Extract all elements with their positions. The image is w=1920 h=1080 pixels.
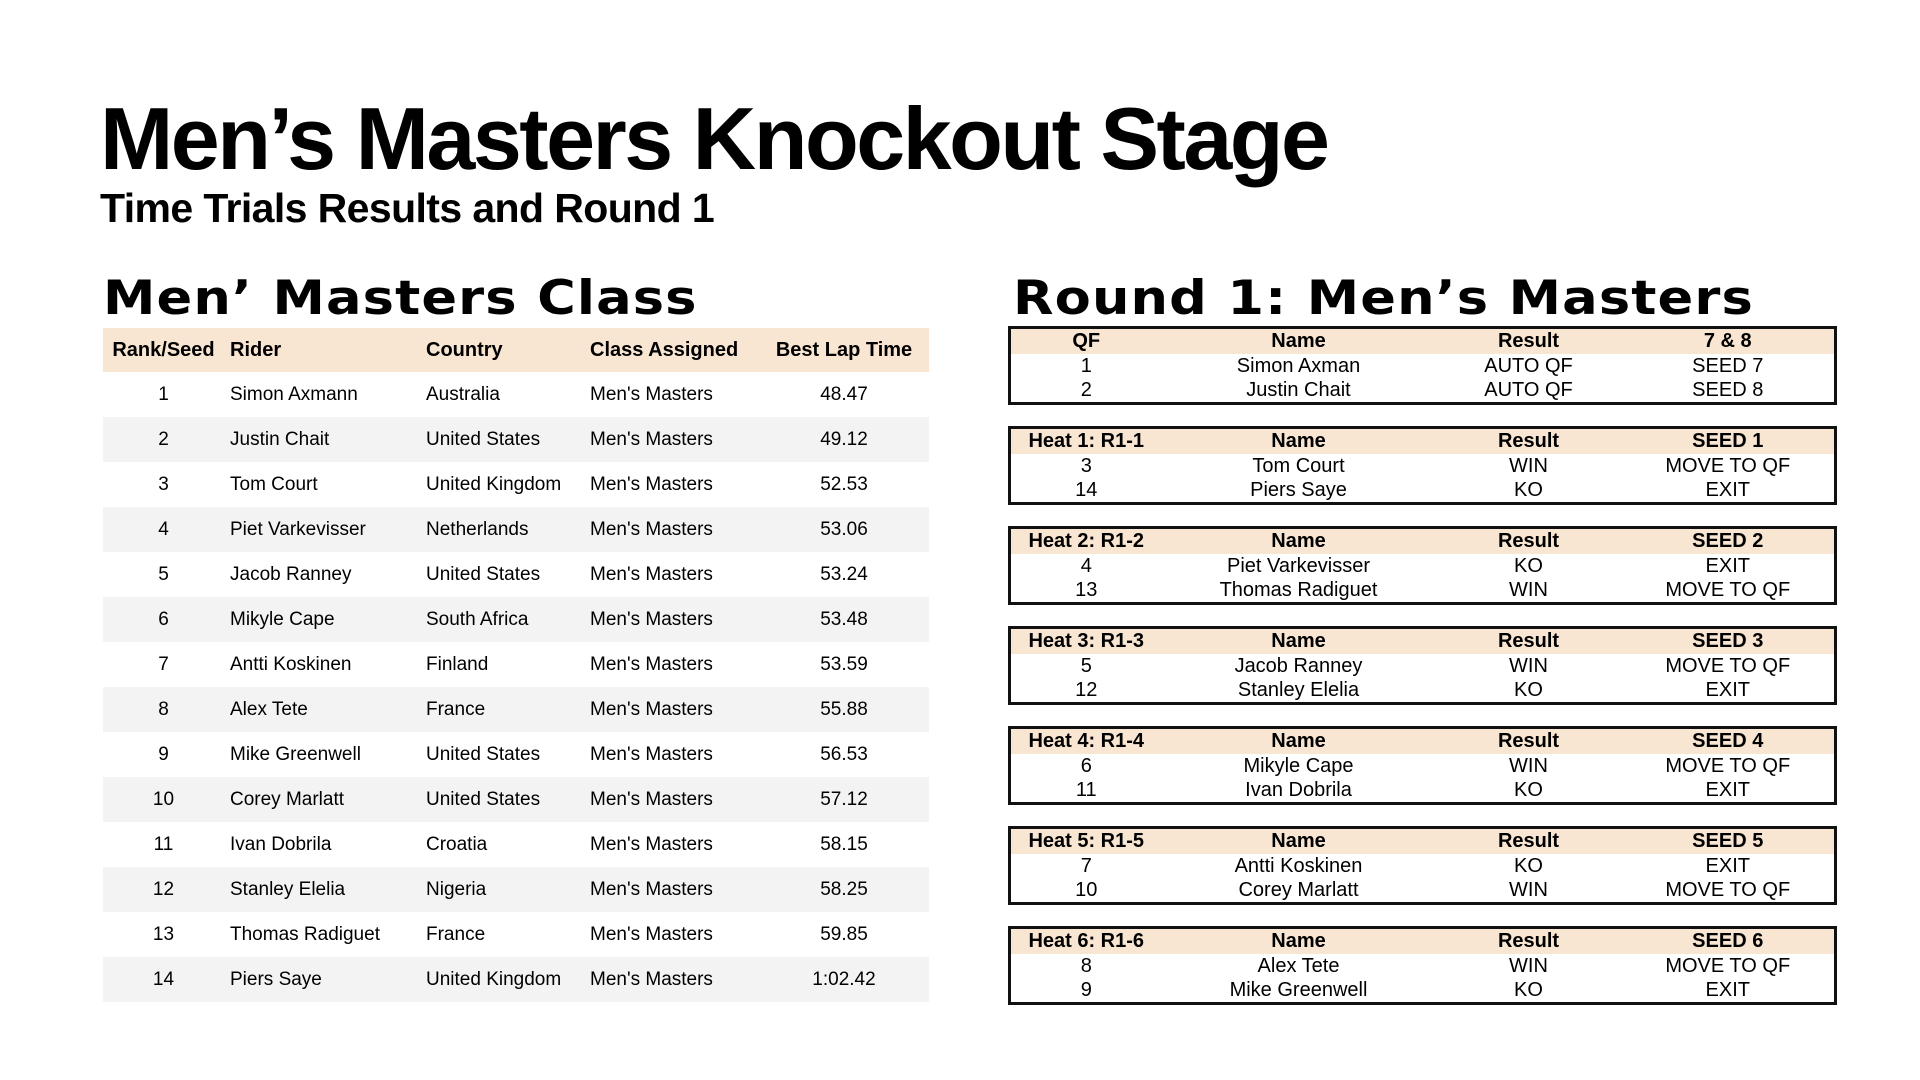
result-header: Result xyxy=(1436,328,1622,355)
seed-number-cell: 10 xyxy=(1010,878,1162,904)
class-cell: Men's Masters xyxy=(590,743,713,765)
heat-label: Heat 4: R1-4 xyxy=(1010,728,1162,755)
name-header: Name xyxy=(1162,728,1436,755)
class-cell: Men's Masters xyxy=(590,473,713,495)
rider-name-cell: Piet Varkevisser xyxy=(1162,554,1436,578)
class-cell: Men's Masters xyxy=(584,507,759,552)
heat-table xyxy=(1008,626,1837,705)
outcome-cell: EXIT xyxy=(1622,854,1836,878)
rider-name-cell: Corey Marlatt xyxy=(1162,878,1436,904)
table-row xyxy=(103,417,929,462)
rank-cell: 3 xyxy=(158,473,169,495)
rank-cell: 4 xyxy=(103,507,224,552)
seed-header: SEED 3 xyxy=(1622,628,1836,655)
heat-table xyxy=(1008,726,1837,805)
outcome-cell: EXIT xyxy=(1622,678,1836,704)
heat-row xyxy=(1010,678,1836,704)
column-header-country: Country xyxy=(420,328,584,372)
class-cell: Men's Masters xyxy=(584,417,759,462)
lap-time-cell: 56.53 xyxy=(820,743,868,765)
heat-table xyxy=(1008,926,1837,1005)
lap-time-cell: 53.06 xyxy=(759,507,929,552)
outcome-cell: SEED 7 xyxy=(1622,354,1836,378)
outcome-cell: MOVE TO QF xyxy=(1622,754,1836,778)
name-header: Name xyxy=(1162,828,1436,855)
result-cell: WIN xyxy=(1436,954,1622,978)
column-header-lap-time: Best Lap Time xyxy=(759,328,929,372)
table-row xyxy=(103,597,929,642)
heat-row xyxy=(1010,578,1836,604)
rank-cell: 10 xyxy=(103,777,224,822)
rider-cell: Piet Varkevisser xyxy=(224,507,420,552)
rider-cell: Thomas Radiguet xyxy=(230,923,380,945)
result-cell: KO xyxy=(1436,478,1622,504)
heat-row xyxy=(1010,954,1836,978)
result-cell: AUTO QF xyxy=(1436,378,1622,404)
rider-name-cell: Mike Greenwell xyxy=(1162,978,1436,1004)
seed-number-cell: 1 xyxy=(1010,354,1162,378)
lap-time-cell: 53.24 xyxy=(820,563,868,585)
page-title: Men’s Masters Knockout Stage xyxy=(100,89,1328,188)
seed-header: SEED 1 xyxy=(1622,428,1836,455)
rider-name-cell: Antti Koskinen xyxy=(1162,854,1436,878)
column-header-class: Class Assigned xyxy=(584,328,759,372)
heat-table xyxy=(1008,826,1837,905)
heat-header-row xyxy=(1010,428,1836,455)
seed-number-cell: 12 xyxy=(1010,678,1162,704)
rider-name-cell: Stanley Elelia xyxy=(1162,678,1436,704)
seed-header: 7 & 8 xyxy=(1622,328,1836,355)
rider-name-cell: Alex Tete xyxy=(1162,954,1436,978)
lap-time-cell: 53.48 xyxy=(759,597,929,642)
rank-cell: 5 xyxy=(158,563,169,585)
column-header-rank: Rank/Seed xyxy=(103,328,224,372)
rider-cell: Tom Court xyxy=(230,473,318,495)
class-cell: Men's Masters xyxy=(590,923,713,945)
rider-name-cell: Tom Court xyxy=(1162,454,1436,478)
seed-number-cell: 8 xyxy=(1010,954,1162,978)
heat-table xyxy=(1008,526,1837,605)
heat-label: QF xyxy=(1010,328,1162,355)
table-row xyxy=(103,867,929,912)
heat-label: Heat 6: R1-6 xyxy=(1010,928,1162,955)
result-cell: AUTO QF xyxy=(1436,354,1622,378)
heats-container xyxy=(1008,326,1834,1026)
name-header: Name xyxy=(1162,528,1436,555)
rider-name-cell: Thomas Radiguet xyxy=(1162,578,1436,604)
time-trial-results-table xyxy=(103,328,929,1002)
table-row xyxy=(103,822,929,867)
outcome-cell: MOVE TO QF xyxy=(1622,878,1836,904)
heat-row xyxy=(1010,854,1836,878)
rider-name-cell: Ivan Dobrila xyxy=(1162,778,1436,804)
seed-number-cell: 14 xyxy=(1010,478,1162,504)
class-cell: Men's Masters xyxy=(584,867,759,912)
lap-time-cell: 1:02.42 xyxy=(759,957,929,1002)
rider-cell: Corey Marlatt xyxy=(224,777,420,822)
class-cell: Men's Masters xyxy=(584,687,759,732)
seed-header: SEED 6 xyxy=(1622,928,1836,955)
outcome-cell: MOVE TO QF xyxy=(1622,578,1836,604)
table-row xyxy=(103,372,929,417)
rank-cell: 1 xyxy=(158,383,169,405)
result-cell: WIN xyxy=(1436,578,1622,604)
country-cell: Croatia xyxy=(426,833,488,855)
class-cell: Men's Masters xyxy=(590,653,713,675)
seed-header: SEED 2 xyxy=(1622,528,1836,555)
country-cell: United States xyxy=(426,563,541,585)
result-header: Result xyxy=(1436,628,1622,655)
country-cell: United States xyxy=(420,417,584,462)
heat-header-row xyxy=(1010,328,1836,355)
auto-qf-table xyxy=(1008,326,1837,405)
rider-name-cell: Piers Saye xyxy=(1162,478,1436,504)
heat-header-row xyxy=(1010,728,1836,755)
table-row xyxy=(103,777,929,822)
outcome-cell: MOVE TO QF xyxy=(1622,454,1836,478)
heat-label: Heat 5: R1-5 xyxy=(1010,828,1162,855)
outcome-cell: EXIT xyxy=(1622,978,1836,1004)
country-cell: Finland xyxy=(426,653,489,675)
page-subtitle: Time Trials Results and Round 1 xyxy=(100,185,715,231)
heat-label: Heat 2: R1-2 xyxy=(1010,528,1162,555)
rank-cell: 2 xyxy=(103,417,224,462)
seed-number-cell: 9 xyxy=(1010,978,1162,1004)
heat-label: Heat 1: R1-1 xyxy=(1010,428,1162,455)
rank-cell: 11 xyxy=(153,833,174,855)
rider-cell: Alex Tete xyxy=(224,687,420,732)
seed-number-cell: 4 xyxy=(1010,554,1162,578)
table-row xyxy=(103,732,929,777)
rider-cell: Stanley Elelia xyxy=(224,867,420,912)
column-header-rider: Rider xyxy=(224,328,420,372)
rider-cell: Antti Koskinen xyxy=(230,653,352,675)
seed-number-cell: 5 xyxy=(1010,654,1162,678)
class-cell: Men's Masters xyxy=(584,957,759,1002)
rider-cell: Justin Chait xyxy=(224,417,420,462)
name-header: Name xyxy=(1162,428,1436,455)
lap-time-cell: 53.59 xyxy=(820,653,868,675)
result-cell: WIN xyxy=(1436,878,1622,904)
heat-table xyxy=(1008,426,1837,505)
lap-time-cell: 59.85 xyxy=(820,923,868,945)
table-row xyxy=(103,642,929,687)
country-cell: United Kingdom xyxy=(420,957,584,1002)
table-row xyxy=(103,552,929,597)
results-header-row xyxy=(103,328,929,372)
rank-cell: 9 xyxy=(158,743,169,765)
rider-name-cell: Mikyle Cape xyxy=(1162,754,1436,778)
country-cell: France xyxy=(420,687,584,732)
seed-header: SEED 4 xyxy=(1622,728,1836,755)
result-cell: KO xyxy=(1436,854,1622,878)
country-cell: Nigeria xyxy=(420,867,584,912)
seed-number-cell: 11 xyxy=(1010,778,1162,804)
rank-cell: 14 xyxy=(103,957,224,1002)
outcome-cell: MOVE TO QF xyxy=(1622,654,1836,678)
round1-section-title: Round 1: Men’s Masters xyxy=(1013,271,1754,326)
heat-row xyxy=(1010,554,1836,578)
results-section-title: Men’ Masters Class xyxy=(103,271,698,326)
result-header: Result xyxy=(1436,728,1622,755)
heat-header-row xyxy=(1010,628,1836,655)
heat-row xyxy=(1010,754,1836,778)
rider-cell: Simon Axmann xyxy=(230,383,358,405)
heat-row xyxy=(1010,778,1836,804)
rank-cell: 8 xyxy=(103,687,224,732)
country-cell: United Kingdom xyxy=(426,473,562,495)
class-cell: Men's Masters xyxy=(590,383,713,405)
heat-header-row xyxy=(1010,928,1836,955)
lap-time-cell: 52.53 xyxy=(820,473,868,495)
result-cell: KO xyxy=(1436,554,1622,578)
heat-row xyxy=(1010,978,1836,1004)
rank-cell: 12 xyxy=(103,867,224,912)
class-cell: Men's Masters xyxy=(584,597,759,642)
seed-number-cell: 2 xyxy=(1010,378,1162,404)
lap-time-cell: 57.12 xyxy=(759,777,929,822)
seed-number-cell: 3 xyxy=(1010,454,1162,478)
country-cell: South Africa xyxy=(420,597,584,642)
country-cell: Australia xyxy=(426,383,500,405)
result-header: Result xyxy=(1436,528,1622,555)
rider-cell: Piers Saye xyxy=(224,957,420,1002)
rider-cell: Jacob Ranney xyxy=(230,563,352,585)
rider-cell: Mike Greenwell xyxy=(230,743,361,765)
table-row xyxy=(103,687,929,732)
heat-row xyxy=(1010,478,1836,504)
table-row xyxy=(103,957,929,1002)
lap-time-cell: 55.88 xyxy=(759,687,929,732)
heat-row xyxy=(1010,354,1836,378)
seed-number-cell: 13 xyxy=(1010,578,1162,604)
result-cell: KO xyxy=(1436,778,1622,804)
class-cell: Men's Masters xyxy=(590,563,713,585)
rider-cell: Ivan Dobrila xyxy=(230,833,332,855)
name-header: Name xyxy=(1162,328,1436,355)
table-row xyxy=(103,462,929,507)
heat-row xyxy=(1010,878,1836,904)
rank-cell: 7 xyxy=(158,653,169,675)
heat-header-row xyxy=(1010,828,1836,855)
result-cell: KO xyxy=(1436,978,1622,1004)
heat-label: Heat 3: R1-3 xyxy=(1010,628,1162,655)
result-cell: WIN xyxy=(1436,454,1622,478)
table-row xyxy=(103,507,929,552)
heat-row xyxy=(1010,654,1836,678)
heat-row xyxy=(1010,378,1836,404)
rider-name-cell: Justin Chait xyxy=(1162,378,1436,404)
result-header: Result xyxy=(1436,428,1622,455)
seed-number-cell: 7 xyxy=(1010,854,1162,878)
seed-header: SEED 5 xyxy=(1622,828,1836,855)
outcome-cell: EXIT xyxy=(1622,554,1836,578)
rank-cell: 6 xyxy=(103,597,224,642)
country-cell: United States xyxy=(420,777,584,822)
outcome-cell: MOVE TO QF xyxy=(1622,954,1836,978)
seed-number-cell: 6 xyxy=(1010,754,1162,778)
outcome-cell: SEED 8 xyxy=(1622,378,1836,404)
rider-name-cell: Simon Axman xyxy=(1162,354,1436,378)
class-cell: Men's Masters xyxy=(590,833,713,855)
rank-cell: 13 xyxy=(152,923,175,945)
result-cell: WIN xyxy=(1436,754,1622,778)
rider-name-cell: Jacob Ranney xyxy=(1162,654,1436,678)
rider-cell: Mikyle Cape xyxy=(224,597,420,642)
lap-time-cell: 58.15 xyxy=(820,833,868,855)
result-header: Result xyxy=(1436,828,1622,855)
outcome-cell: EXIT xyxy=(1622,478,1836,504)
lap-time-cell: 49.12 xyxy=(759,417,929,462)
heat-header-row xyxy=(1010,528,1836,555)
result-cell: KO xyxy=(1436,678,1622,704)
result-header: Result xyxy=(1436,928,1622,955)
table-row xyxy=(103,912,929,957)
country-cell: Netherlands xyxy=(420,507,584,552)
country-cell: United States xyxy=(426,743,541,765)
country-cell: France xyxy=(426,923,486,945)
name-header: Name xyxy=(1162,928,1436,955)
class-cell: Men's Masters xyxy=(584,777,759,822)
results-body xyxy=(103,372,929,1002)
name-header: Name xyxy=(1162,628,1436,655)
lap-time-cell: 48.47 xyxy=(820,383,868,405)
result-cell: WIN xyxy=(1436,654,1622,678)
lap-time-cell: 58.25 xyxy=(759,867,929,912)
heat-row xyxy=(1010,454,1836,478)
outcome-cell: EXIT xyxy=(1622,778,1836,804)
